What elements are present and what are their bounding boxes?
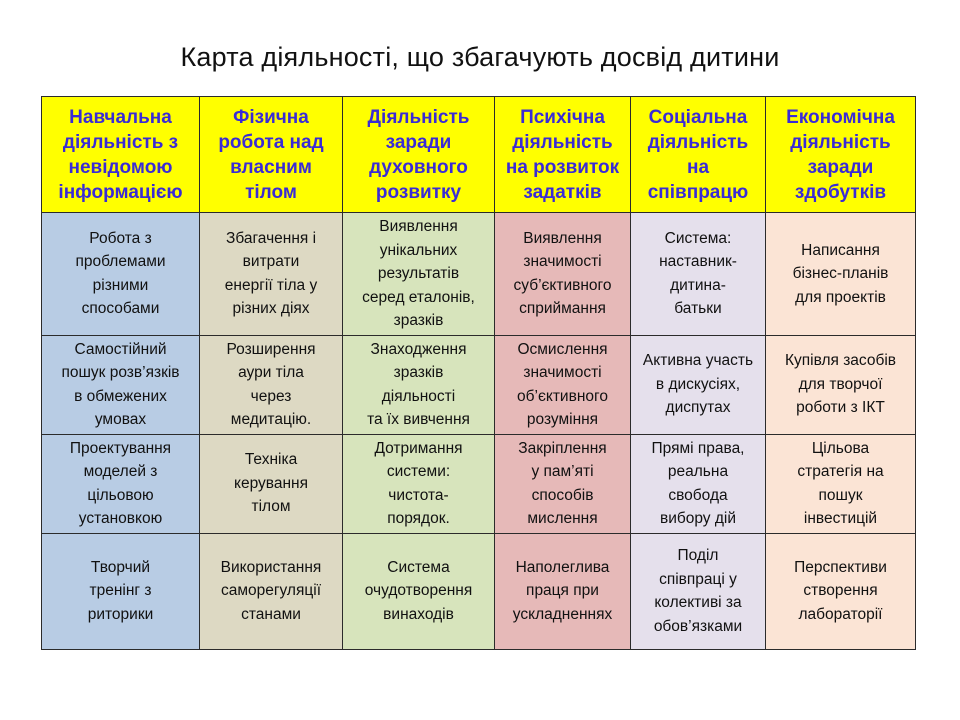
table-cell: Активна участь в дискусіях, диспутах (631, 335, 766, 434)
table-row (42, 335, 916, 434)
table-cell: Система: наставник- дитина- батьки (631, 213, 766, 336)
table-cell: Цільова стратегія на пошук інвестицій (766, 434, 916, 533)
table-row (42, 434, 916, 533)
header-mental: Психічна діяльність на розвиток задатків (495, 97, 631, 213)
table-cell: Знаходження зразків діяльності та їх вивчення (343, 335, 495, 434)
activity-map-table (41, 96, 916, 650)
table-cell: Осмислення значимості об’єктивного розуміння (495, 335, 631, 434)
header-social: Соціальна діяльність на співпрацю (631, 97, 766, 213)
table-row (42, 533, 916, 649)
table-cell: Перспективи створення лабораторії (766, 533, 916, 649)
table-cell: Написання бізнес-планів для проектів (766, 213, 916, 336)
table-cell: Прямі права, реальна свобода вибору дій (631, 434, 766, 533)
table-cell: Наполеглива праця при ускладненнях (495, 533, 631, 649)
header-row (42, 97, 916, 213)
table-cell: Виявлення значимості суб’єктивного сприймання (495, 213, 631, 336)
table-cell: Дотримання системи: чистота- порядок. (343, 434, 495, 533)
table-cell: Використання саморегуляції станами (200, 533, 343, 649)
table-cell: Робота з проблемами різними способами (42, 213, 200, 336)
table-cell: Система очудотворення винаходів (343, 533, 495, 649)
table-cell: Творчий тренінг з риторики (42, 533, 200, 649)
table-cell: Купівля засобів для творчої роботи з ІКТ (766, 335, 916, 434)
page-title: Карта діяльності, що збагачують досвід дитини (180, 42, 780, 72)
table-cell: Закріплення у пам’яті способів мислення (495, 434, 631, 533)
table-cell: Поділ співпраці у колективі за обов’язками (631, 533, 766, 649)
header-physical: Фізична робота над власним тілом (200, 97, 343, 213)
header-learning: Навчальна діяльність з невідомою інформацією (42, 97, 200, 213)
header-spiritual: Діяльність заради духовного розвитку (343, 97, 495, 213)
table-cell: Збагачення і витрати енергії тіла у різних діях (200, 213, 343, 336)
table-cell: Розширення аури тіла через медитацію. (200, 335, 343, 434)
table-row (42, 213, 916, 336)
table-cell: Техніка керування тілом (200, 434, 343, 533)
header-economic: Економічна діяльність заради здобутків (766, 97, 916, 213)
table-cell: Самостійний пошук розв’язків в обмежених умовах (42, 335, 200, 434)
table-cell: Проектування моделей з цільовою установкою (42, 434, 200, 533)
table-cell: Виявлення унікальних результатів серед еталонів, зразків (343, 213, 495, 336)
